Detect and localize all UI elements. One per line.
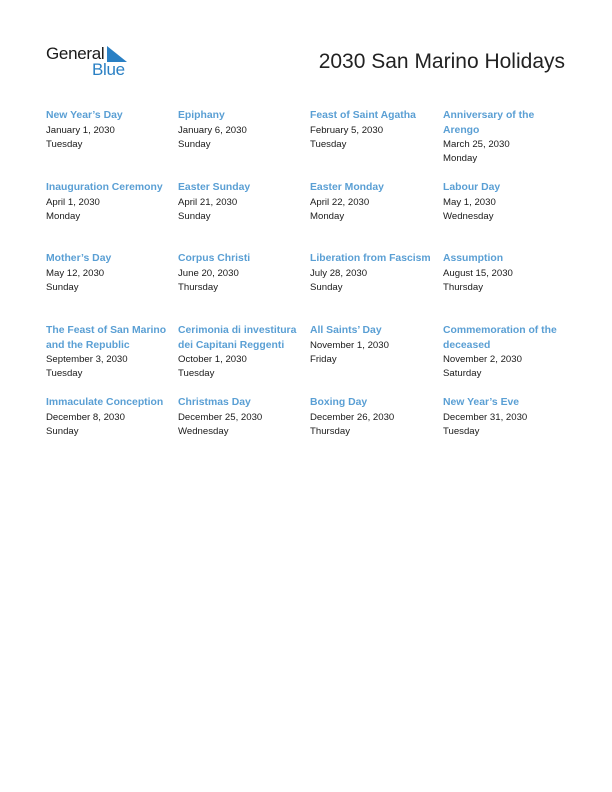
holiday-item <box>46 324 174 381</box>
holiday-date: September 3, 2030 <box>46 354 128 365</box>
holiday-weekday: Sunday <box>178 138 211 150</box>
holiday-date: July 28, 2030 <box>310 267 368 279</box>
holiday-weekday: Thursday <box>443 281 483 293</box>
holiday-name: All Saints’ Day <box>310 325 382 336</box>
holiday-weekday: Saturday <box>443 368 482 379</box>
page-title: 2030 San Marino Holidays <box>318 50 565 73</box>
holiday-weekday: Tuesday <box>443 425 480 437</box>
holiday-date: October 1, 2030 <box>178 354 247 365</box>
holiday-date: December 26, 2030 <box>310 411 395 423</box>
holiday-date: May 1, 2030 <box>443 196 496 208</box>
logo-text-blue: Blue <box>92 60 125 79</box>
holiday-weekday: Tuesday <box>46 138 83 150</box>
holiday-date: June 20, 2030 <box>178 267 239 279</box>
holiday-date: April 1, 2030 <box>46 196 100 208</box>
holiday-weekday: Sunday <box>178 210 211 222</box>
holiday-item <box>443 252 571 295</box>
holiday-name: Commemoration of the deceased <box>443 325 557 351</box>
holiday-date: February 5, 2030 <box>310 124 384 136</box>
holiday-name: Corpus Christi <box>178 253 251 264</box>
holiday-date: May 12, 2030 <box>46 267 105 279</box>
holiday-name: Immaculate Conception <box>46 397 164 408</box>
holiday-item <box>310 181 438 224</box>
holiday-date: April 22, 2030 <box>310 196 370 208</box>
holiday-name: The Feast of San Marino and the Republic <box>46 325 167 351</box>
holiday-date: November 2, 2030 <box>443 354 522 365</box>
holiday-date: April 21, 2030 <box>178 196 238 208</box>
holiday-name: New Year’s Day <box>46 110 123 121</box>
holiday-weekday: Sunday <box>46 425 79 437</box>
holiday-item <box>310 252 438 295</box>
holiday-name: Anniversary of the Arengo <box>443 110 535 136</box>
holiday-item <box>46 396 174 439</box>
holiday-name: New Year’s Eve <box>443 397 520 408</box>
holiday-name: Christmas Day <box>178 397 251 408</box>
holiday-item <box>178 252 306 295</box>
holiday-date: December 31, 2030 <box>443 411 528 423</box>
holiday-date: January 6, 2030 <box>178 124 247 136</box>
holiday-item <box>178 181 306 224</box>
holiday-name: Feast of Saint Agatha <box>310 110 416 121</box>
holiday-name: Liberation from Fascism <box>310 253 431 264</box>
holiday-date: December 8, 2030 <box>46 411 125 423</box>
holiday-weekday: Monday <box>443 153 478 164</box>
holiday-weekday: Wednesday <box>178 425 229 437</box>
holiday-weekday: Sunday <box>46 281 79 293</box>
holiday-weekday: Monday <box>46 210 81 222</box>
holiday-weekday: Tuesday <box>310 138 347 150</box>
holiday-item <box>310 396 438 439</box>
holiday-item <box>46 252 174 295</box>
holiday-date: December 25, 2030 <box>178 411 263 423</box>
holiday-item <box>443 396 571 439</box>
holiday-date: March 25, 2030 <box>443 139 510 150</box>
holiday-item <box>443 181 571 224</box>
logo <box>46 44 136 80</box>
holiday-date: January 1, 2030 <box>46 124 115 136</box>
holiday-date: November 1, 2030 <box>310 339 389 351</box>
holiday-name: Easter Monday <box>310 182 384 193</box>
holiday-date: August 15, 2030 <box>443 267 513 279</box>
holiday-name: Easter Sunday <box>178 182 251 193</box>
holiday-item <box>443 324 571 381</box>
holiday-item <box>46 109 174 152</box>
holiday-name: Assumption <box>443 253 504 264</box>
holiday-name: Mother’s Day <box>46 253 112 264</box>
holiday-item <box>178 324 306 381</box>
holiday-name: Boxing Day <box>310 397 368 408</box>
holiday-weekday: Tuesday <box>178 368 215 379</box>
holiday-item <box>443 109 571 166</box>
holiday-name: Cerimonia di investitura dei Capitani Reggenti <box>178 325 297 351</box>
holiday-weekday: Friday <box>310 353 337 365</box>
holiday-weekday: Thursday <box>310 425 350 437</box>
holiday-weekday: Sunday <box>310 281 343 293</box>
holiday-item <box>178 109 306 152</box>
holiday-weekday: Wednesday <box>443 210 494 222</box>
holiday-item <box>46 181 174 224</box>
holiday-name: Labour Day <box>443 182 501 193</box>
holiday-weekday: Thursday <box>178 281 218 293</box>
holiday-item <box>310 109 438 152</box>
holiday-item <box>310 324 438 367</box>
holiday-weekday: Tuesday <box>46 368 83 379</box>
holiday-name: Epiphany <box>178 110 225 121</box>
holiday-weekday: Monday <box>310 210 345 222</box>
holiday-name: Inauguration Ceremony <box>46 182 163 193</box>
logo-text-general: General <box>46 44 105 63</box>
holiday-item <box>178 396 306 439</box>
